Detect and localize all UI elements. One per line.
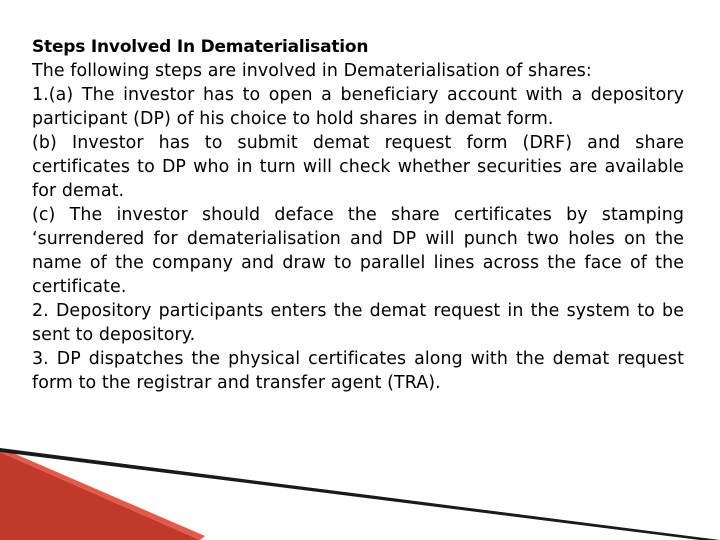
step-2-paragraph: 2. Depository participants enters the demat request in the system to be sent to depository. bbox=[32, 301, 684, 345]
intro-paragraph: The following steps are involved in Dematerialisation of shares: bbox=[32, 61, 592, 81]
slide-content bbox=[32, 35, 684, 395]
slide-title: Steps Involved In Dematerialisation bbox=[32, 37, 369, 57]
step-1c-paragraph: (c) The investor should deface the share certificates by stamping ‘surrendered for dematerialisation and DP will punch two holes on the name of the company and draw to parallel lines across the face of the certificate. bbox=[32, 205, 684, 297]
step-1b-paragraph: (b) Investor has to submit demat request form (DRF) and share certificates to DP who in turn will check whether securities are available for demat. bbox=[32, 133, 684, 201]
decorative-swoosh bbox=[0, 440, 720, 540]
step-3-paragraph: 3. DP dispatches the physical certificates along with the demat request form to the registrar and transfer agent (TRA). bbox=[32, 349, 684, 393]
step-1a-paragraph: 1.(a) The investor has to open a beneficiary account with a depository participant (DP) of his choice to hold shares in demat form. bbox=[32, 85, 684, 129]
